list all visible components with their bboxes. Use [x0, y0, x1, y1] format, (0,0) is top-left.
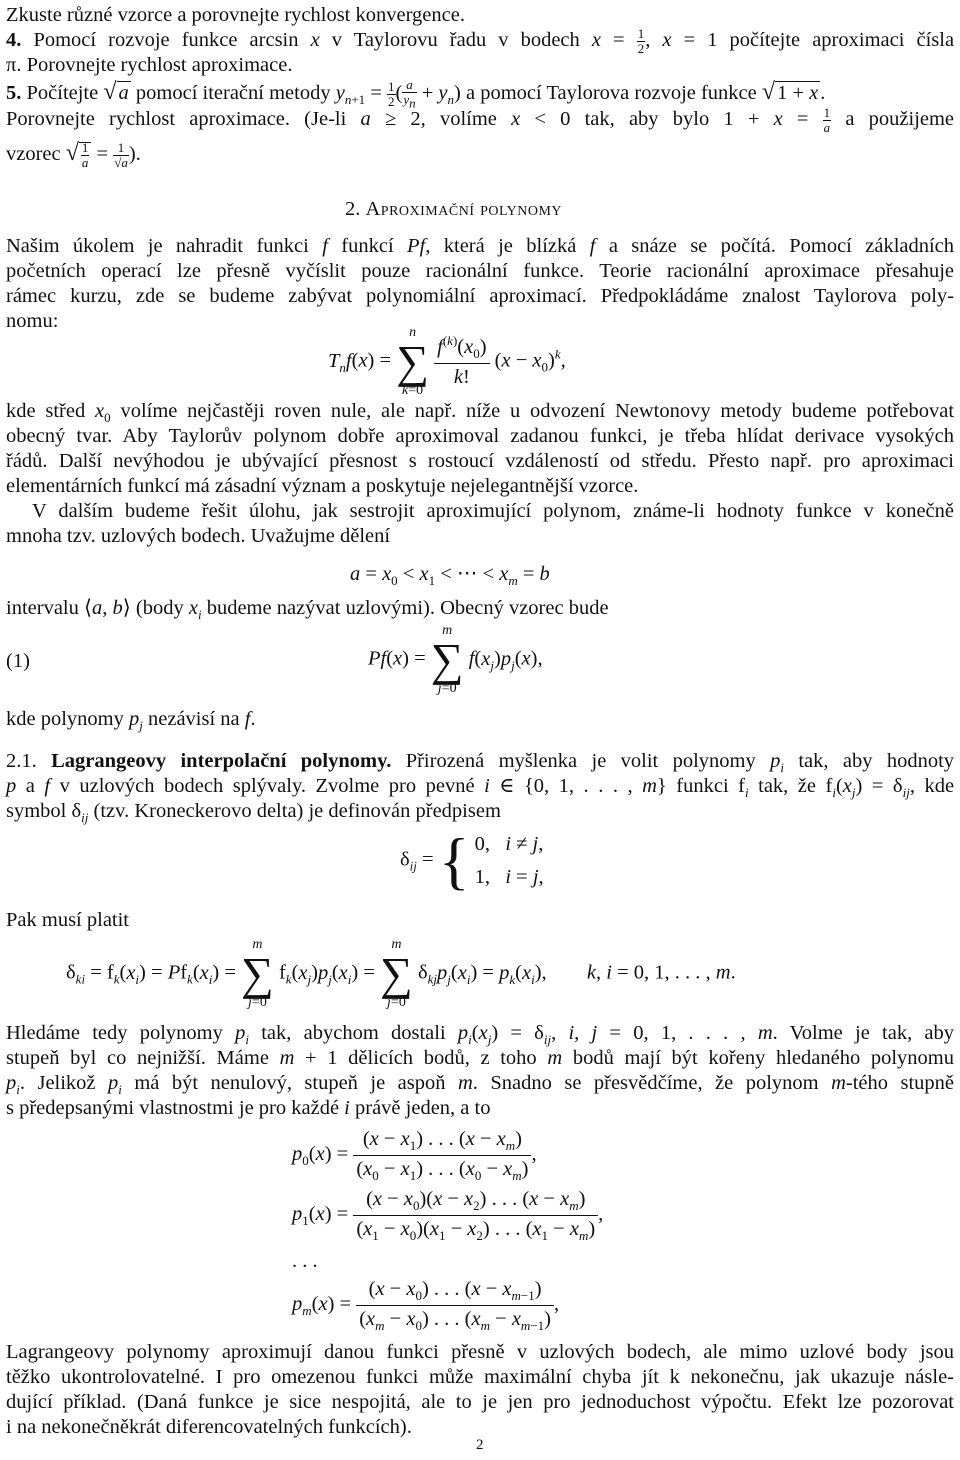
- subsection-line-2: p a f v uzlových bodech splývaly. Zvolme pro pevné i ∈ {0, 1, . . . , m} funkci $f_i$ tak, že $f_i(x_j) = \delta_{ij}$, kde: [6, 775, 955, 801]
- text: volíme: [439, 108, 497, 130]
- intro-line-2: početních operací lze přesně vyčíslit pouze racionální funkce. Teorie racionální aproximace přesahuje: [6, 260, 954, 282]
- exercise-number: 5.: [6, 82, 22, 104]
- text: tak, aby hodnoty: [798, 750, 955, 772]
- text: funkci: [676, 775, 729, 797]
- hledame-line-1: Hledáme tedy polynomy $p_i$ tak, abychom dostali $p_i(x_j) = \delta_{ij}$, i, j = 0, 1, . . . , m. Volme je tak, aby: [6, 1022, 955, 1048]
- hledame-line-4: s předepsanými vlastnostmi je pro každé i právě jeden, a to: [6, 1097, 491, 1119]
- ending-line-3: dující příklad. (Daná funkce je sice nespojitá, ale to je jen pro jednoduchost výpočtu. Efekt lze pozorovat: [6, 1391, 954, 1413]
- subsection-title: Lagrangeovy interpolační polynomy.: [51, 750, 392, 772]
- text: kde střed: [6, 400, 86, 422]
- delta-chain-formula: $\delta_{ki} = f_k(x_i) = Pf_k(x_i)$ = m ∑ j=0 $f_k(x_j)p_j(x_i)$ = m ∑ j=0 $\delta_{kj}p_j(x_i) = p_k(x_i)$, k, i = 0, 1, . . . , m.: [66, 937, 736, 1010]
- equation-1: Pf(x) = m ∑ j=0 $f(x_j)p_j(x)$,: [368, 623, 543, 696]
- exercise-5-line-2: Porovnejte rychlost aproximace. (Je-li a ≥ 2, volíme x < 0 tak, aby bylo 1 + x = $\frac{1}{a}$ a použijeme: [6, 105, 955, 135]
- text: . Snadno se přesvědčíme, že polynom: [472, 1072, 819, 1094]
- subsection-line-3: symbol $\delta_{ij}$ (tzv. Kroneckerovo delta) je definován předpisem: [6, 800, 501, 826]
- text: , kde: [909, 775, 955, 797]
- text: vzorec: [6, 143, 61, 165]
- text: Přirozená myšlenka je volit polynomy: [405, 750, 756, 772]
- text: , která je blízká: [425, 235, 577, 257]
- after-taylor-line-1: kde střed $x_0$ volíme nejčastěji roven nule, ale např. níže u odvození Newtonovy metody budeme potřebovat: [6, 400, 955, 426]
- after-eq1-line: kde polynomy $p_j$ nezávisí na f.: [6, 708, 256, 734]
- text: Volme je tak, aby: [789, 1022, 955, 1044]
- text: s předepsanými vlastnostmi je pro každé: [6, 1097, 340, 1119]
- text: tak, že: [758, 775, 816, 797]
- lagrange-pm-formula: $p_m(x)$ = $\frac{(x - x_0) . . . (x - x_{m-1})}{(x_m - x_0) . . . (x_m - x_{m-1})}$ ,: [292, 1278, 560, 1333]
- text: tak, aby bylo: [584, 108, 710, 130]
- intro-line-1: Našim úkolem je nahradit funkci f funkcí Pf, která je blízká f a snáze se počítá. Pomocí základních: [6, 235, 955, 257]
- text: (tzv. Kroneckerovo delta) je definován předpisem: [93, 800, 501, 822]
- exercise-4-line-1: 4. Pomocí rozvoje funkce arcsin x v Taylorovu řadu v bodech x = $\frac{1}{2}$ , x = 1 počítejte aproximaci čísla: [6, 26, 955, 56]
- text: počítejte aproximaci čísla: [729, 29, 955, 51]
- text: symbol: [6, 800, 67, 822]
- text: a pomocí Taylorova rozvoje funkce: [465, 82, 757, 104]
- text: a použijeme: [845, 108, 955, 130]
- text: právě jeden, a to: [355, 1097, 491, 1119]
- text: pomocí iterační metody: [135, 82, 331, 104]
- taylor-formula: $T_nf(x)$ = n ∑ k=0 $\frac{f^{(k)}(x_0)}{k!}$ $(x - x_0)^k$,: [328, 325, 566, 398]
- hledame-line-3: $p_i$. Jelikož $p_i$ má být nenulový, stupeň je aspoň m. Snadno se přesvědčíme, že polynom m-tého stupně: [6, 1072, 955, 1098]
- exercise-intro-line: [6, 2, 465, 28]
- text: Počítejte: [26, 82, 99, 104]
- lagrange-ellipsis: . . .: [292, 1250, 318, 1272]
- text: Zkuste různé vzorce a porovnejte rychlost konvergence.: [6, 4, 465, 26]
- after-taylor-line-3: řádů. Další nevýhodou je ubývající přesnost s rostoucí vzdáleností od středu. Přesto např. pro aproximaci: [6, 450, 954, 472]
- ending-line-1: Lagrangeovy polynomy aproximují danou funkci přesně v uzlových bodech, ale mimo uzlové body jsou: [6, 1341, 954, 1363]
- section-number: 2.: [345, 198, 361, 220]
- text: intervalu: [6, 597, 79, 619]
- text: má být nenulový, stupeň je aspoň: [134, 1072, 446, 1094]
- text: Pomocí rozvoje funkce arcsin: [33, 29, 299, 51]
- text: funkcí: [341, 235, 394, 257]
- interval-line: intervalu ⟨a, b⟩ (body $x_i$ budeme nazývat uzlovými). Obecný vzorec bude: [6, 597, 609, 623]
- page-number: 2: [476, 1437, 484, 1453]
- fraction: $\frac{1}{2}$: [637, 26, 645, 56]
- text: volíme nejčastěji roven nule, ale např. níže u odvození Newtonovy metody budeme potřebovat: [120, 400, 955, 422]
- intro-line-3: rámec kurzu, zde se budeme zabývat polynomiální aproximací. Předpokládáme znalost Taylorova poly-: [6, 285, 954, 307]
- exercise-number: 4.: [6, 29, 22, 51]
- text: stupeň byl co nejnižší. Máme: [6, 1047, 269, 1069]
- text: nezávisí na: [148, 708, 240, 730]
- text: a: [25, 775, 35, 797]
- text: dělicích bodů, z toho: [348, 1047, 537, 1069]
- text: Hledáme tedy polynomy: [6, 1022, 223, 1044]
- after-taylor-line-4: elementárních funkcí má zásadní význam a poskytuje nejelegantnější vzorce.: [6, 475, 639, 497]
- text: π. Porovnejte rychlost aproximace.: [6, 54, 293, 76]
- exercise-4-line-2: [6, 52, 292, 78]
- exercise-5-line-1: 5. Počítejte √a pomocí iterační metody $y_{n+1}$ = $\frac{1}{2}$ ( $\frac{a}{y_n}$ + $y_n$) a pomocí Taylorova rozvoje funkce √1 + x.: [6, 77, 826, 111]
- lagrange-p1-formula: $p_1(x)$ = $\frac{(x - x_0)(x - x_2) . . . (x - x_m)}{(x_1 - x_0)(x_1 - x_2) . . . (x_1 - x_m)}$ ,: [292, 1188, 604, 1243]
- pak-line: Pak musí platit: [6, 909, 129, 931]
- text: -tého stupně: [845, 1072, 955, 1094]
- hledame-line-2: stupeň byl co nejnižší. Máme m + 1 dělicích bodů, z toho m bodů mají být kořeny hledaného polynomu: [6, 1047, 955, 1069]
- text: bodů mají být kořeny hledaného polynomu: [572, 1047, 955, 1069]
- exercise-5-line-3: vzorec √ $\frac{1}{a}$ = $\frac{1}{√a}$ ).: [6, 140, 141, 170]
- subsection-number: 2.1.: [6, 750, 37, 772]
- lagrange-p0-formula: $p_0(x)$ = $\frac{(x - x_1) . . . (x - x_m)}{(x_0 - x_1) . . . (x_0 - x_m)}$ ,: [292, 1128, 537, 1183]
- subsection-line-1: 2.1. Lagrangeovy interpolační polynomy. Přirozená myšlenka je volit polynomy $p_i$ tak, aby hodnoty: [6, 750, 955, 776]
- text: v uzlových bodech splývaly. Zvolme pro pevné: [59, 775, 475, 797]
- kronecker-delta-formula: $\delta_{ij}$ = { 0, i ≠ j, 1, i = j,: [400, 824, 544, 896]
- text: v Taylorovu řadu v bodech: [331, 29, 580, 51]
- section-title: Aproximační polynomy: [365, 198, 563, 220]
- intro-line-4: nomu:: [6, 310, 59, 332]
- text: tak, abychom dostali: [261, 1022, 446, 1044]
- after-taylor-line-2: obecný tvar. Aby Taylorův polynom dobře aproximoval zadanou funkci, je třeba hlídat derivace vysokých: [6, 425, 954, 447]
- text: budeme nazývat uzlovými). Obecný vzorec bude: [206, 597, 609, 619]
- partition-formula: $a = x_0 < x_1$ < ⋯ < $x_m = b$: [350, 563, 550, 589]
- ending-line-4: i na nekonečněkrát diferencovatelných funkcích).: [6, 1416, 412, 1438]
- paragraph-2-line-2: mnoha tzv. uzlových bodech. Uvažujme dělení: [6, 525, 391, 547]
- text: Našim úkolem je nahradit funkci: [6, 235, 309, 257]
- text: (body: [135, 597, 184, 619]
- text: Porovnejte rychlost aproximace. (Je-li: [6, 108, 347, 130]
- text: . Jelikož: [19, 1072, 96, 1094]
- ending-line-2: těžko ukontrolovatelné. I pro omezenou funkci může maximální chyba jít k nekonečnu, jak ukazuje násle-: [6, 1366, 954, 1388]
- equation-label: (1): [6, 650, 30, 672]
- section-heading: [345, 196, 562, 222]
- paragraph-2-line-1: V dalším budeme řešit úlohu, jak sestrojit aproximující polynom, známe-li hodnoty funkce v konečně: [32, 500, 954, 522]
- text: a snáze se počítá. Pomocí základních: [608, 235, 955, 257]
- text: kde polynomy: [6, 708, 124, 730]
